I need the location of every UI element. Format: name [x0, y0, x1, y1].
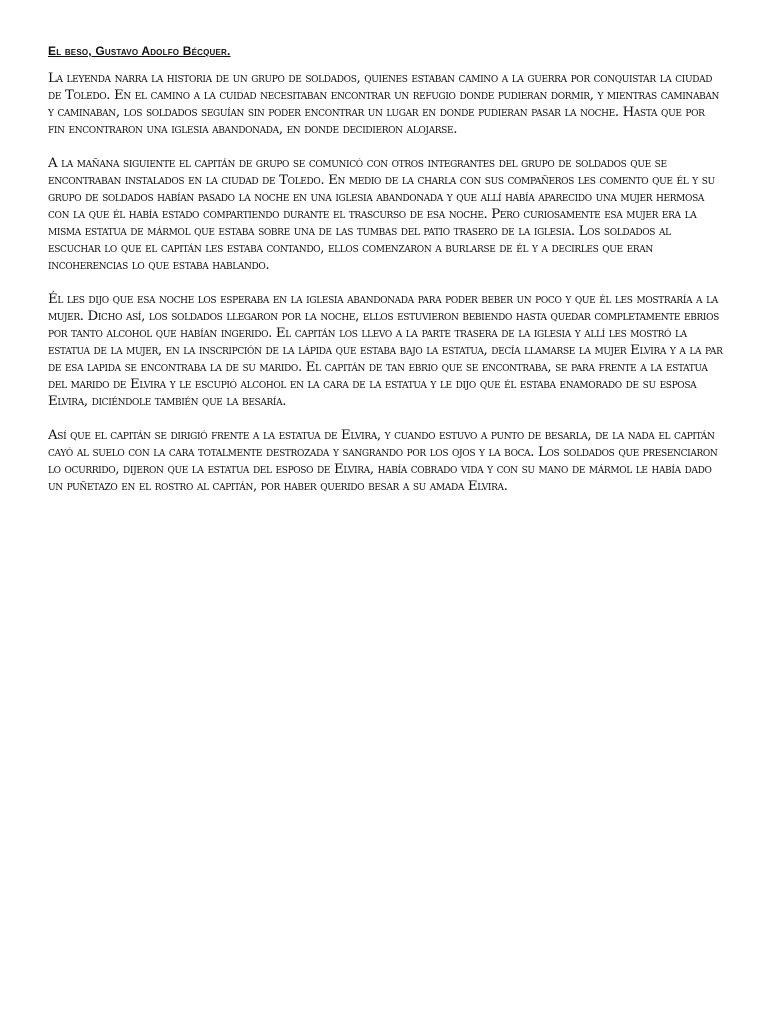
document-title: El beso, Gustavo Adolfo Bécquer.	[48, 44, 231, 58]
paragraph-2: A la mañana siguiente el capitán de grupo se comunicó con otros integrantes del grupo de soldados que se encontraban instalados en la ciudad de Toledo. En medio de la charla con sus compañeros les comento que él y su grupo de soldados habían pasado la noche en una iglesia abandonada y que allí había aparecido una mujer hermosa con la que él había estado compartiendo durante el trascurso de esa noche. Pero curiosamente esa mujer era la misma estatua de mármol que estaba sobre una de las tumbas del patio trasero de la iglesia. Los soldados al escuchar lo que el capitán les estaba contando, ellos comenzaron a burlarse de él y a decirles que eran incoherencias lo que estaba hablando.	[48, 156, 715, 273]
paragraph-4: Así que el capitán se dirigió frente a la estatua de Elvira, y cuando estuvo a punto de besarla, de la nada el capitán cayó al suelo con la cara totalmente destrozada y sangrando por los ojos y la boca. Los soldados que presenciaron lo ocurrido, dijeron que la estatua del esposo de Elvira, había cobrado vida y con su mano de mármol le había dado un puñetazo en el rostro al capitán, por haber querido besar a su amada Elvira.	[48, 428, 718, 494]
paragraph-3: Él les dijo que esa noche los esperaba en la iglesia abandonada para poder beber un poco y que él les mostraría a la mujer. Dicho así, los soldados llegaron por la noche, ellos estuvieron bebiendo hasta quedar completamente ebrios por tanto alcohol que habían ingerido. El capitán los llevo a la parte trasera de la iglesia y allí les mostró la estatua de la mujer, en la inscripción de la lápida que estaba bajo la estatua, decía llamarse la mujer Elvira y a la par de esa lapida se encontraba la de su marido. El capitán de tan ebrio que se encontraba, se para frente a la estatua del marido de Elvira y le escupió alcohol en la cara de la estatua y le dijo que él estaba enamorado de su esposa Elvira, diciéndole también que la besaría.	[48, 292, 723, 409]
paragraph-1: La leyenda narra la historia de un grupo de soldados, quienes estaban camino a la guerra por conquistar la ciudad de Toledo. En el camino a la cuidad necesitaban encontrar un refugio donde pudieran dormir, y mientras caminaban y caminaban, los soldados seguían sin poder encontrar un lugar en donde pudieran pasar la noche. Hasta que por fin encontraron una iglesia abandonada, en donde decidieron alojarse.	[48, 71, 720, 137]
document-body	[48, 70, 724, 512]
